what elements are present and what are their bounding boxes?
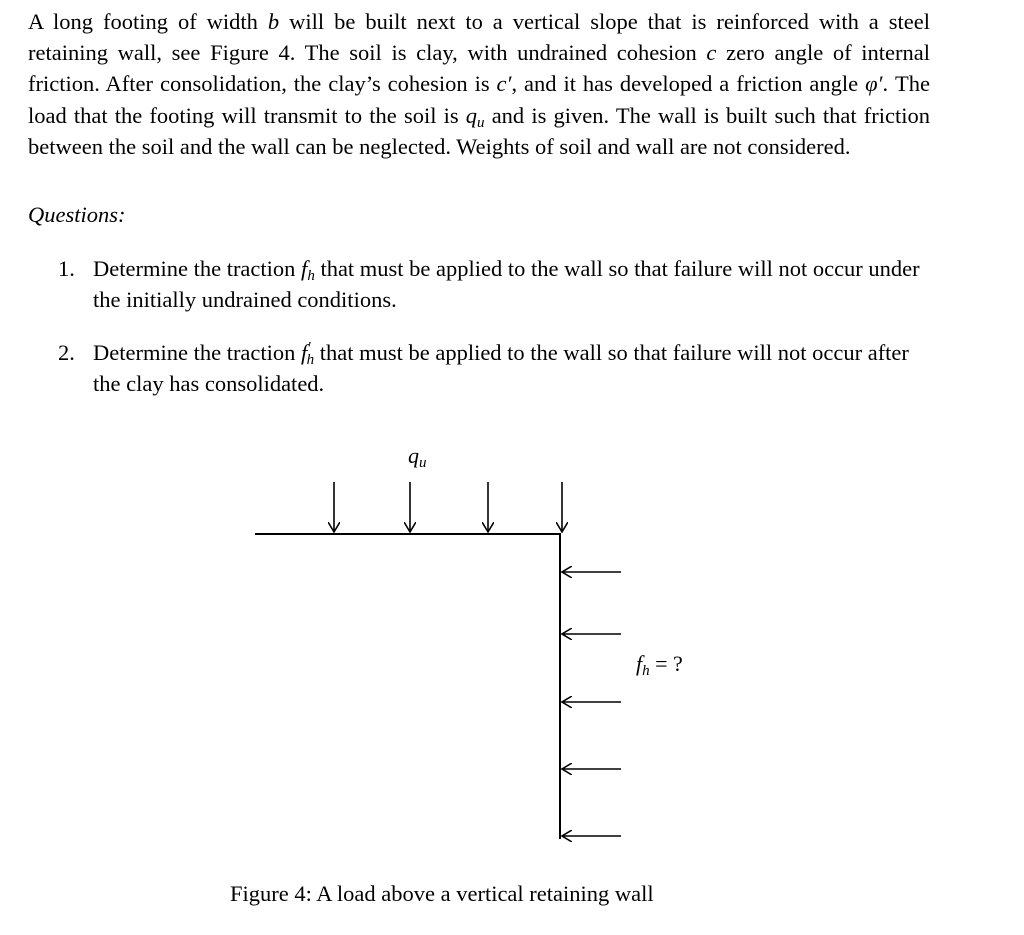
text-run: that must be applied to the wall so that failure will not occur under the initially undrained conditions.	[93, 256, 920, 312]
symbol-c: c	[706, 40, 717, 66]
symbol-f: f	[301, 340, 308, 365]
figure-caption: Figure 4: A load above a vertical retaining wall	[230, 881, 654, 906]
text-run: . The load that the footing will transmit to the soil is	[28, 71, 930, 128]
question-number: 1.	[58, 256, 75, 281]
symbol-q: q	[465, 102, 478, 128]
symbol-f: f	[301, 256, 308, 281]
text-run: zero angle of internal friction. After consolidation, the clay’s cohesion is	[28, 40, 931, 97]
text-run: Determine the traction	[93, 256, 302, 281]
text-run: A long footing of width	[28, 9, 268, 34]
symbol-q-sub: u	[477, 114, 485, 131]
load-label: qu	[408, 443, 427, 471]
symbol-c-prime: c′	[496, 71, 512, 97]
symbol-f-sub: h	[306, 352, 315, 368]
question-number: 2.	[58, 340, 75, 365]
symbol-phi-prime: φ′	[865, 71, 883, 97]
traction-label: fh = ?	[636, 651, 683, 679]
text-run: will be built next to a vertical slope that is reinforced with a steel retaining wall, see Figure 4. The soil is clay, with undrained cohesion	[28, 9, 931, 66]
symbol-f-sub: h	[307, 268, 315, 284]
symbol-f-prime: ′	[307, 339, 311, 356]
questions-heading: Questions:	[28, 202, 126, 227]
text-run: and is given. The wall is built such that friction between the soil and the wall can be neglected. Weights of soil and wall are not considered.	[28, 102, 930, 159]
text-run: that must be applied to the wall so that failure will not occur after the clay has consolidated.	[93, 340, 909, 396]
symbol-b: b	[267, 9, 280, 34]
text-run: Determine the traction	[93, 340, 302, 365]
text-run: , and it has developed a friction angle	[511, 71, 866, 97]
